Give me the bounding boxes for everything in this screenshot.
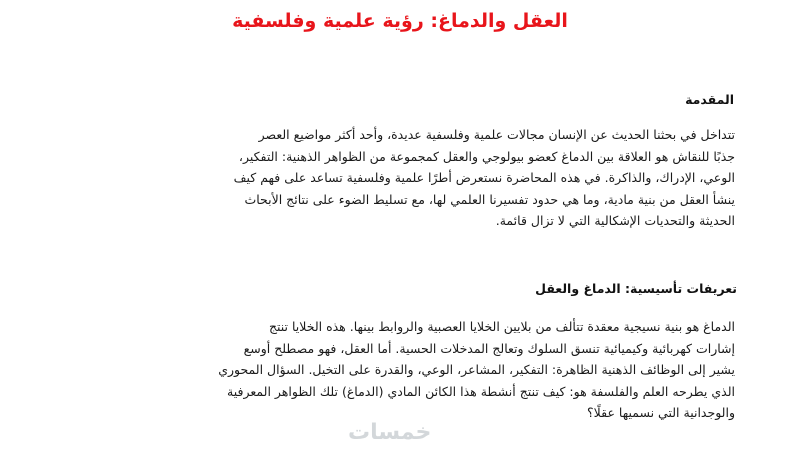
section-heading-introduction: المقدمة: [685, 92, 734, 107]
paragraph-line: يشير إلى الوظائف الذهنية الظاهرة: التفكير، المشاعر، الوعي، والقدرة على التخيل. السؤال المحوري: [218, 362, 735, 378]
paragraph-line: الدماغ هو بنية نسيجية معقدة تتألف من بلايين الخلايا العصبية والروابط بينها. هذه الخلايا تنتج: [268, 319, 735, 334]
paragraph-line: الذي يطرحه العلم والفلسفة هو: كيف تنتج أنشطة هذا الكائن المادي (الدماغ) تلك الظواهر المعرفية: [227, 383, 735, 399]
paragraph-introduction: [55, 124, 735, 232]
paragraph-line: الوعي، الإدراك، والذاكرة. في هذه المحاضرة نستعرض أطرًا علمية وفلسفية تساعد على فهم كيف: [233, 170, 735, 186]
paragraph-line: جذبًا للنقاش هو العلاقة بين الدماغ كعضو بيولوجي والعقل كمجموعة من الظواهر الذهنية: التفكير،: [238, 148, 735, 164]
paragraph-definitions: [55, 316, 735, 424]
paragraph-line: ينشأ العقل من بنية مادية، وما هي حدود تفسيرنا العلمي لها، مع تسليط الضوء على نتائج الأبحاث: [244, 191, 735, 207]
paragraph-line: تتداخل في بحثنا الحديث عن الإنسان مجالات علمية وفلسفية عديدة، وأحد أكثر مواضيع العصر: [258, 127, 735, 142]
paragraph-line: والوجدانية التي نسميها عقلًا؟: [587, 405, 735, 421]
watermark-logo: خمسات: [348, 420, 432, 445]
section-heading-definitions: تعريفات تأسيسية: الدماغ والعقل: [535, 281, 737, 296]
document-title: العقل والدماغ: رؤية علمية وفلسفية: [232, 10, 568, 32]
paragraph-line: إشارات كهربائية وكيميائية تنسق السلوك وتعالج المدخلات الحسية. أما العقل، فهو مصطلح أوسع: [243, 340, 735, 356]
paragraph-line: الحديثة والتحديات الإشكالية التي لا تزال قائمة.: [495, 213, 735, 229]
